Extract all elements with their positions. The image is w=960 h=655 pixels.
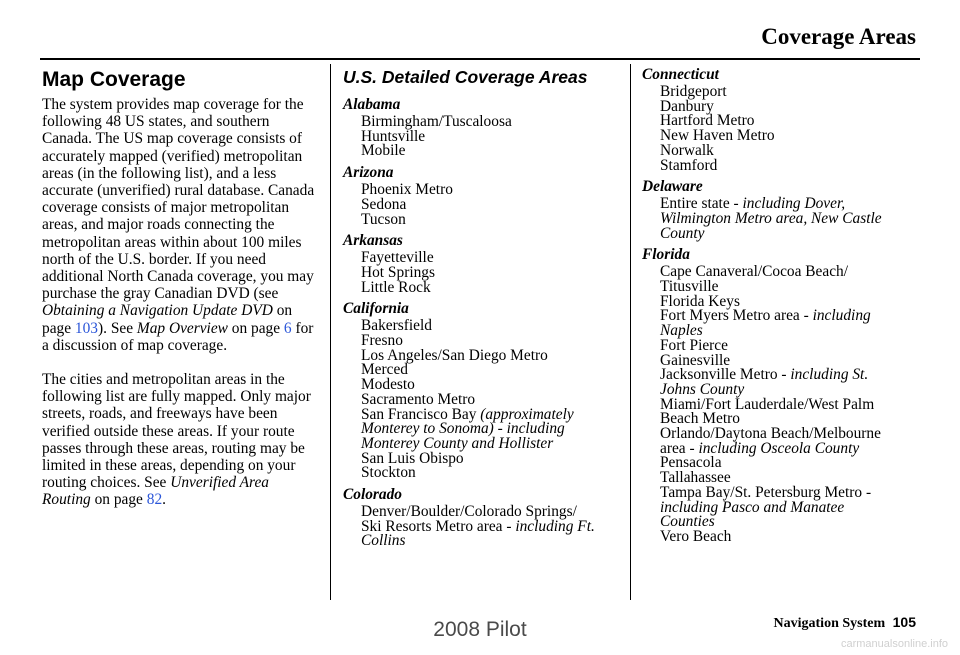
city-item: Collins — [361, 532, 406, 550]
city-item: Stockton — [361, 464, 416, 482]
us-detailed-coverage-heading: U.S. Detailed Coverage Areas — [343, 67, 588, 87]
city-item: Pensacola — [660, 454, 722, 472]
city-item: Little Rock — [361, 278, 431, 296]
city-list — [660, 197, 922, 241]
cross-reference-title: Unverified Area Routing — [42, 474, 269, 509]
state-heading: Colorado — [343, 486, 403, 504]
city-item: Ski Resorts Metro area - including Ft. — [361, 517, 595, 535]
state-list — [642, 66, 922, 545]
state-heading: Connecticut — [642, 66, 719, 83]
city-item: Naples — [660, 322, 703, 340]
state-heading: Arizona — [343, 164, 394, 182]
model-watermark: 2008 Pilot — [433, 618, 527, 641]
cross-reference-title: Obtaining a Navigation Update DVD — [42, 302, 273, 320]
header-rule — [40, 58, 920, 60]
city-item: Huntsville — [361, 127, 426, 145]
city-item: San Francisco Bay (approximately — [361, 405, 574, 423]
footer-section: Navigation System — [773, 616, 886, 631]
city-item: Bakersfield — [361, 317, 432, 335]
city-list — [361, 115, 623, 159]
state-heading: California — [343, 300, 409, 318]
city-item: Jacksonville Metro - including St. — [660, 366, 869, 384]
cross-reference-title: Map Overview — [136, 319, 228, 337]
state-heading: Arkansas — [343, 232, 403, 250]
us-coverage-column-continued — [642, 66, 922, 550]
city-list — [361, 505, 623, 549]
city-item: Tampa Bay/St. Petersburg Metro - — [660, 483, 872, 501]
paragraph-text: The system provides map coverage for the following 48 US states, and southern Canada. The US map coverage consists of accurately mapped (verified) metropolitan areas (in the following list), and a less accurate (unverified) rural database. Canada coverage consists of major metropolitan areas, and major roads connecting the metropolitan areas within about 100 miles north of the U.S. border. If you need additional North Canada coverage, you may purchase the gray Canadian DVD (see — [42, 96, 315, 303]
city-item: Johns County — [660, 380, 745, 398]
city-item: Sacramento Metro — [361, 390, 476, 408]
us-coverage-column — [343, 66, 623, 554]
city-item: Fresno — [361, 332, 403, 350]
city-list — [361, 319, 623, 481]
city-item: Titusville — [660, 278, 719, 296]
city-item: Birmingham/Tuscaloosa — [361, 113, 512, 130]
city-item: Hot Springs — [361, 263, 435, 281]
routing-paragraph — [42, 371, 317, 509]
paragraph-text: on page — [90, 491, 147, 509]
column-divider — [630, 64, 631, 600]
map-coverage-column — [42, 66, 317, 509]
city-item: Hartford Metro — [660, 112, 755, 130]
map-coverage-paragraph — [42, 96, 317, 354]
city-list — [361, 251, 623, 295]
state-heading: Alabama — [343, 96, 401, 113]
city-list — [361, 183, 623, 227]
city-item: San Luis Obispo — [361, 449, 464, 467]
state-heading: Florida — [642, 246, 690, 264]
paragraph-text: for a discussion of map coverage. — [42, 319, 314, 354]
city-item: Florida Keys — [660, 292, 740, 310]
city-list — [660, 85, 922, 173]
paragraph-text: The cities and metropolitan areas in the following list are fully mapped. Only major streets, roads, and freeways have been verified outside these areas. If your route passes through these areas, routing may be limited in these areas, depending on your routing choices. See — [42, 371, 311, 492]
city-item: Tallahassee — [660, 469, 731, 487]
paragraph-text: on page — [42, 302, 293, 337]
city-item: Tucson — [361, 210, 406, 228]
page-number: 105 — [892, 614, 916, 630]
city-item: Monterey to Sonoma) - including — [361, 420, 565, 438]
map-coverage-heading: Map Coverage — [42, 68, 186, 91]
city-item: Mobile — [361, 142, 406, 160]
city-item: Miami/Fort Lauderdale/West Palm — [660, 395, 875, 413]
city-item: Bridgeport — [660, 83, 727, 100]
city-item: Fort Myers Metro area - including — [660, 307, 871, 325]
city-item: Los Angeles/San Diego Metro — [361, 346, 548, 364]
city-item: Denver/Boulder/Colorado Springs/ — [361, 503, 577, 521]
paragraph-text: . — [162, 491, 166, 509]
site-watermark: carmanualsonline.info — [840, 638, 948, 650]
city-item: New Haven Metro — [660, 127, 775, 145]
column-divider — [330, 64, 331, 600]
city-item: Vero Beach — [660, 527, 732, 545]
city-item: Fayetteville — [361, 249, 434, 267]
city-item: Orlando/Daytona Beach/Melbourne — [660, 425, 881, 443]
city-item: Danbury — [660, 97, 714, 115]
page-link[interactable]: 82 — [146, 491, 163, 509]
city-item: Modesto — [361, 376, 415, 394]
paragraph-text: on page — [227, 319, 284, 337]
city-item: Norwalk — [660, 141, 714, 159]
city-item: Cape Canaveral/Cocoa Beach/ — [660, 263, 849, 281]
city-item: Gainesville — [660, 351, 731, 369]
city-item: Merced — [361, 361, 408, 379]
city-item: area - including Osceola County — [660, 439, 860, 457]
city-item: including Pasco and Manatee — [660, 498, 845, 516]
city-item: Wilmington Metro area, New Castle — [660, 209, 882, 227]
city-item: County — [660, 224, 705, 242]
page-link[interactable]: 6 — [283, 319, 292, 337]
city-item: Beach Metro — [660, 410, 740, 428]
page-link[interactable]: 103 — [74, 319, 98, 337]
city-item: Monterey County and Hollister — [361, 434, 554, 452]
city-item: Entire state - including Dover, — [660, 195, 846, 213]
city-item: Sedona — [361, 195, 407, 213]
paragraph-text: ). See — [98, 319, 137, 337]
city-item: Counties — [660, 513, 715, 531]
city-item: Stamford — [660, 156, 718, 174]
page-title: Coverage Areas — [761, 24, 916, 49]
state-heading: Delaware — [642, 178, 703, 196]
city-item: Fort Pierce — [660, 336, 728, 354]
state-list — [343, 96, 623, 549]
city-item: Phoenix Metro — [361, 181, 453, 199]
city-list — [660, 265, 922, 544]
